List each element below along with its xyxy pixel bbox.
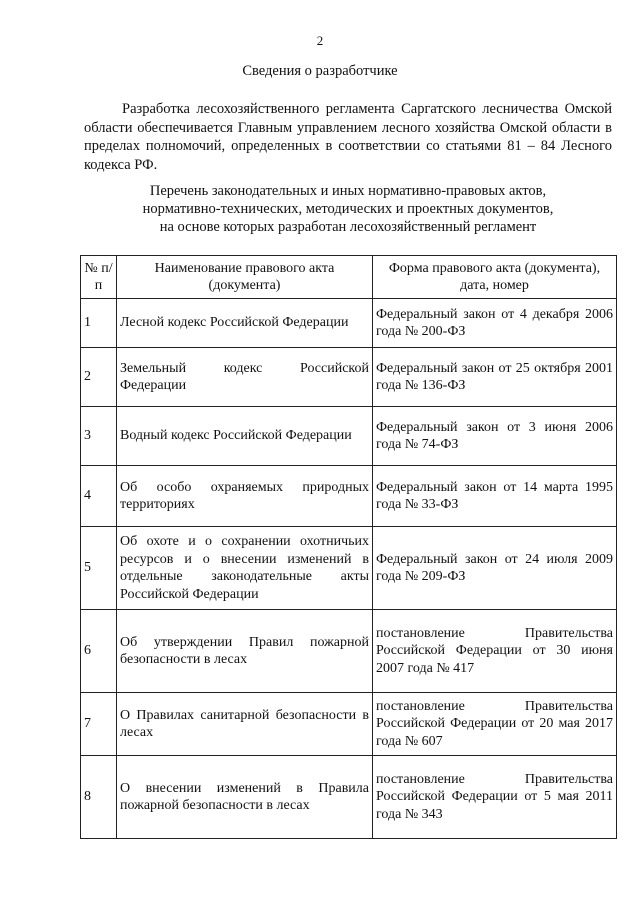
row-act-form: Федеральный закон от 14 марта 1995 года № 33-ФЗ <box>373 466 617 527</box>
row-act-form: постановление Правительства Российской Федерации от 30 июня 2007 года № 417 <box>373 610 617 693</box>
table-row <box>81 407 617 466</box>
legal-acts-table <box>80 255 617 839</box>
row-num: 3 <box>81 407 117 466</box>
row-num: 6 <box>81 610 117 693</box>
page-number: 2 <box>316 33 324 48</box>
table-row <box>81 756 617 839</box>
row-num: 1 <box>81 299 117 348</box>
table-row <box>81 610 617 693</box>
section-title: Сведения о разработчике <box>242 63 398 79</box>
table-row <box>81 693 617 756</box>
row-act-form: Федеральный закон от 4 декабря 2006 года № 200-ФЗ <box>373 299 617 348</box>
row-act-name: Земельный кодекс Российской Федерации <box>117 348 373 407</box>
list-title-line: на основе которых разработан лесохозяйственный регламент <box>159 219 537 235</box>
header-name: Наименование правового акта (документа) <box>117 256 373 299</box>
row-num: 5 <box>81 527 117 610</box>
row-act-name: Водный кодекс Российской Федерации <box>117 407 373 466</box>
row-act-form: Федеральный закон от 24 июля 2009 года № 209-ФЗ <box>373 527 617 610</box>
list-title <box>84 182 612 236</box>
row-act-form: постановление Правительства Российской Федерации от 20 мая 2017 года № 607 <box>373 693 617 756</box>
row-num: 8 <box>81 756 117 839</box>
row-act-name: Об особо охраняемых природных территориях <box>117 466 373 527</box>
row-act-form: Федеральный закон от 3 июня 2006 года № 74-ФЗ <box>373 407 617 466</box>
row-num: 2 <box>81 348 117 407</box>
row-act-form: постановление Правительства Российской Федерации от 5 мая 2011 года № 343 <box>373 756 617 839</box>
table-row <box>81 299 617 348</box>
table-header-row <box>81 256 617 299</box>
row-act-form: Федеральный закон от 25 октября 2001 года № 136-ФЗ <box>373 348 617 407</box>
row-act-name: Об охоте и о сохранении охотничьих ресурсов и о внесении изменений в отдельные законодательные акты Российской Федерации <box>117 527 373 610</box>
row-act-name: Об утверждении Правил пожарной безопасности в лесах <box>117 610 373 693</box>
row-num: 7 <box>81 693 117 756</box>
row-act-name: О внесении изменений в Правила пожарной безопасности в лесах <box>117 756 373 839</box>
table-row <box>81 466 617 527</box>
table-row <box>81 527 617 610</box>
intro-paragraph: Разработка лесохозяйственного регламента Саргатского лесничества Омской области обеспечивается Главным управлением лесного хозяйства Омской области в пределах полномочий, определенных в соответствии со статьями 81 – 84 Лесного кодекса РФ. <box>84 101 612 173</box>
row-num: 4 <box>81 466 117 527</box>
list-title-line: Перечень законодательных и иных нормативно-правовых актов, <box>149 183 547 199</box>
table-row <box>81 348 617 407</box>
header-form: Форма правового акта (документа), дата, номер <box>373 256 617 299</box>
row-act-name: Лесной кодекс Российской Федерации <box>117 299 373 348</box>
row-act-name: О Правилах санитарной безопасности в лесах <box>117 693 373 756</box>
list-title-line: нормативно-технических, методических и проектных документов, <box>142 201 554 217</box>
header-num: № п/п <box>81 256 117 299</box>
